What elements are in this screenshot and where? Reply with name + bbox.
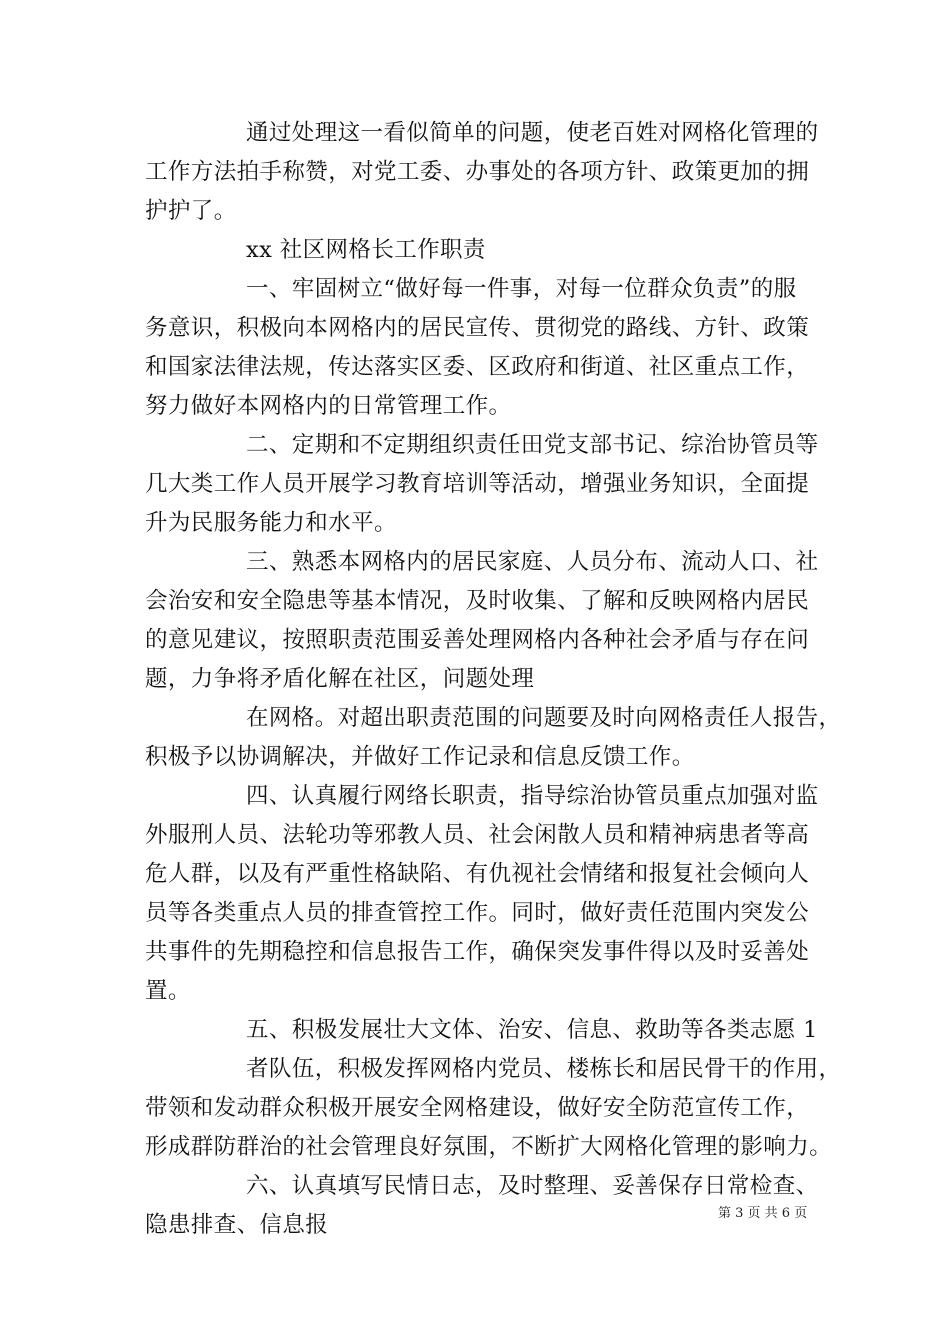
text-line: 三、熟悉本网格内的居民家庭、人员分布、流动人口、社 (246, 549, 819, 575)
text-line: 一、牢固树立“做好每一件事，对每一位群众负责”的服 (246, 276, 797, 302)
text-line: 在网格。对超出职责范围的问题要及时向网格责任人报告， (246, 705, 842, 731)
text-line: 务意识，积极向本网格内的居民宣传、贯彻党的路线、方针、政策 (145, 315, 810, 341)
text-line: 五、积极发展壮大文体、治安、信息、救助等各类志愿 1 (246, 1017, 818, 1043)
text-line: 隐患排查、信息报 (145, 1212, 329, 1238)
page-number: 第 3 页 共 6 页 (718, 1206, 808, 1221)
text-line: 升为民服务能力和水平。 (145, 510, 397, 536)
text-line: 通过处理这一看似简单的问题，使老百姓对网格化管理的 (246, 120, 819, 146)
text-line: 形成群防群治的社会管理良好氛围，不断扩大网格化管理的影响力。 (145, 1134, 833, 1160)
text-line: 员等各类重点人员的排查管控工作。同时，做好责任范围内突发公 (145, 900, 810, 926)
text-line: 工作方法拍手称赞，对党工委、办事处的各项方针、政策更加的拥 (145, 159, 810, 185)
text-line: 会治安和安全隐患等基本情况，及时收集、了解和反映网格内居民 (145, 588, 810, 614)
text-line: 努力做好本网格内的日常管理工作。 (145, 393, 512, 419)
text-line: 带领和发动群众积极开展安全网格建设，做好安全防范宣传工作， (145, 1095, 810, 1121)
text-line: 六、认真填写民情日志，及时整理、妥善保存日常检查、 (246, 1173, 819, 1199)
text-line: 的意见建议，按照职责范围妥善处理网格内各种社会矛盾与存在问 (145, 627, 810, 653)
text-line: 题，力争将矛盾化解在社区，问题处理 (145, 666, 535, 692)
text-line: 二、定期和不定期组织责任田党支部书记、综治协管员等 (246, 432, 819, 458)
text-line: 几大类工作人员开展学习教育培训等活动，增强业务知识，全面提 (145, 471, 810, 497)
text-line: 危人群，以及有严重性格缺陷、有仇视社会情绪和报复社会倾向人 (145, 861, 810, 887)
text-line: 积极予以协调解决，并做好工作记录和信息反馈工作。 (145, 744, 695, 770)
text-line: 者队伍，积极发挥网格内党员、楼栋长和居民骨干的作用， (246, 1056, 842, 1082)
text-line: 和国家法律法规，传达落实区委、区政府和街道、社区重点工作， (145, 354, 810, 380)
text-line: 四、认真履行网络长职责，指导综治协管员重点加强对监 (246, 783, 819, 809)
section-title: xx 社区网格长工作职责 (246, 237, 486, 263)
text-line: 共事件的先期稳控和信息报告工作，确保突发事件得以及时妥善处 (145, 939, 810, 965)
text-line: 置。 (145, 978, 191, 1004)
text-line: 护护了。 (145, 198, 237, 224)
text-line: 外服刑人员、法轮功等邪教人员、社会闲散人员和精神病患者等高 (145, 822, 810, 848)
